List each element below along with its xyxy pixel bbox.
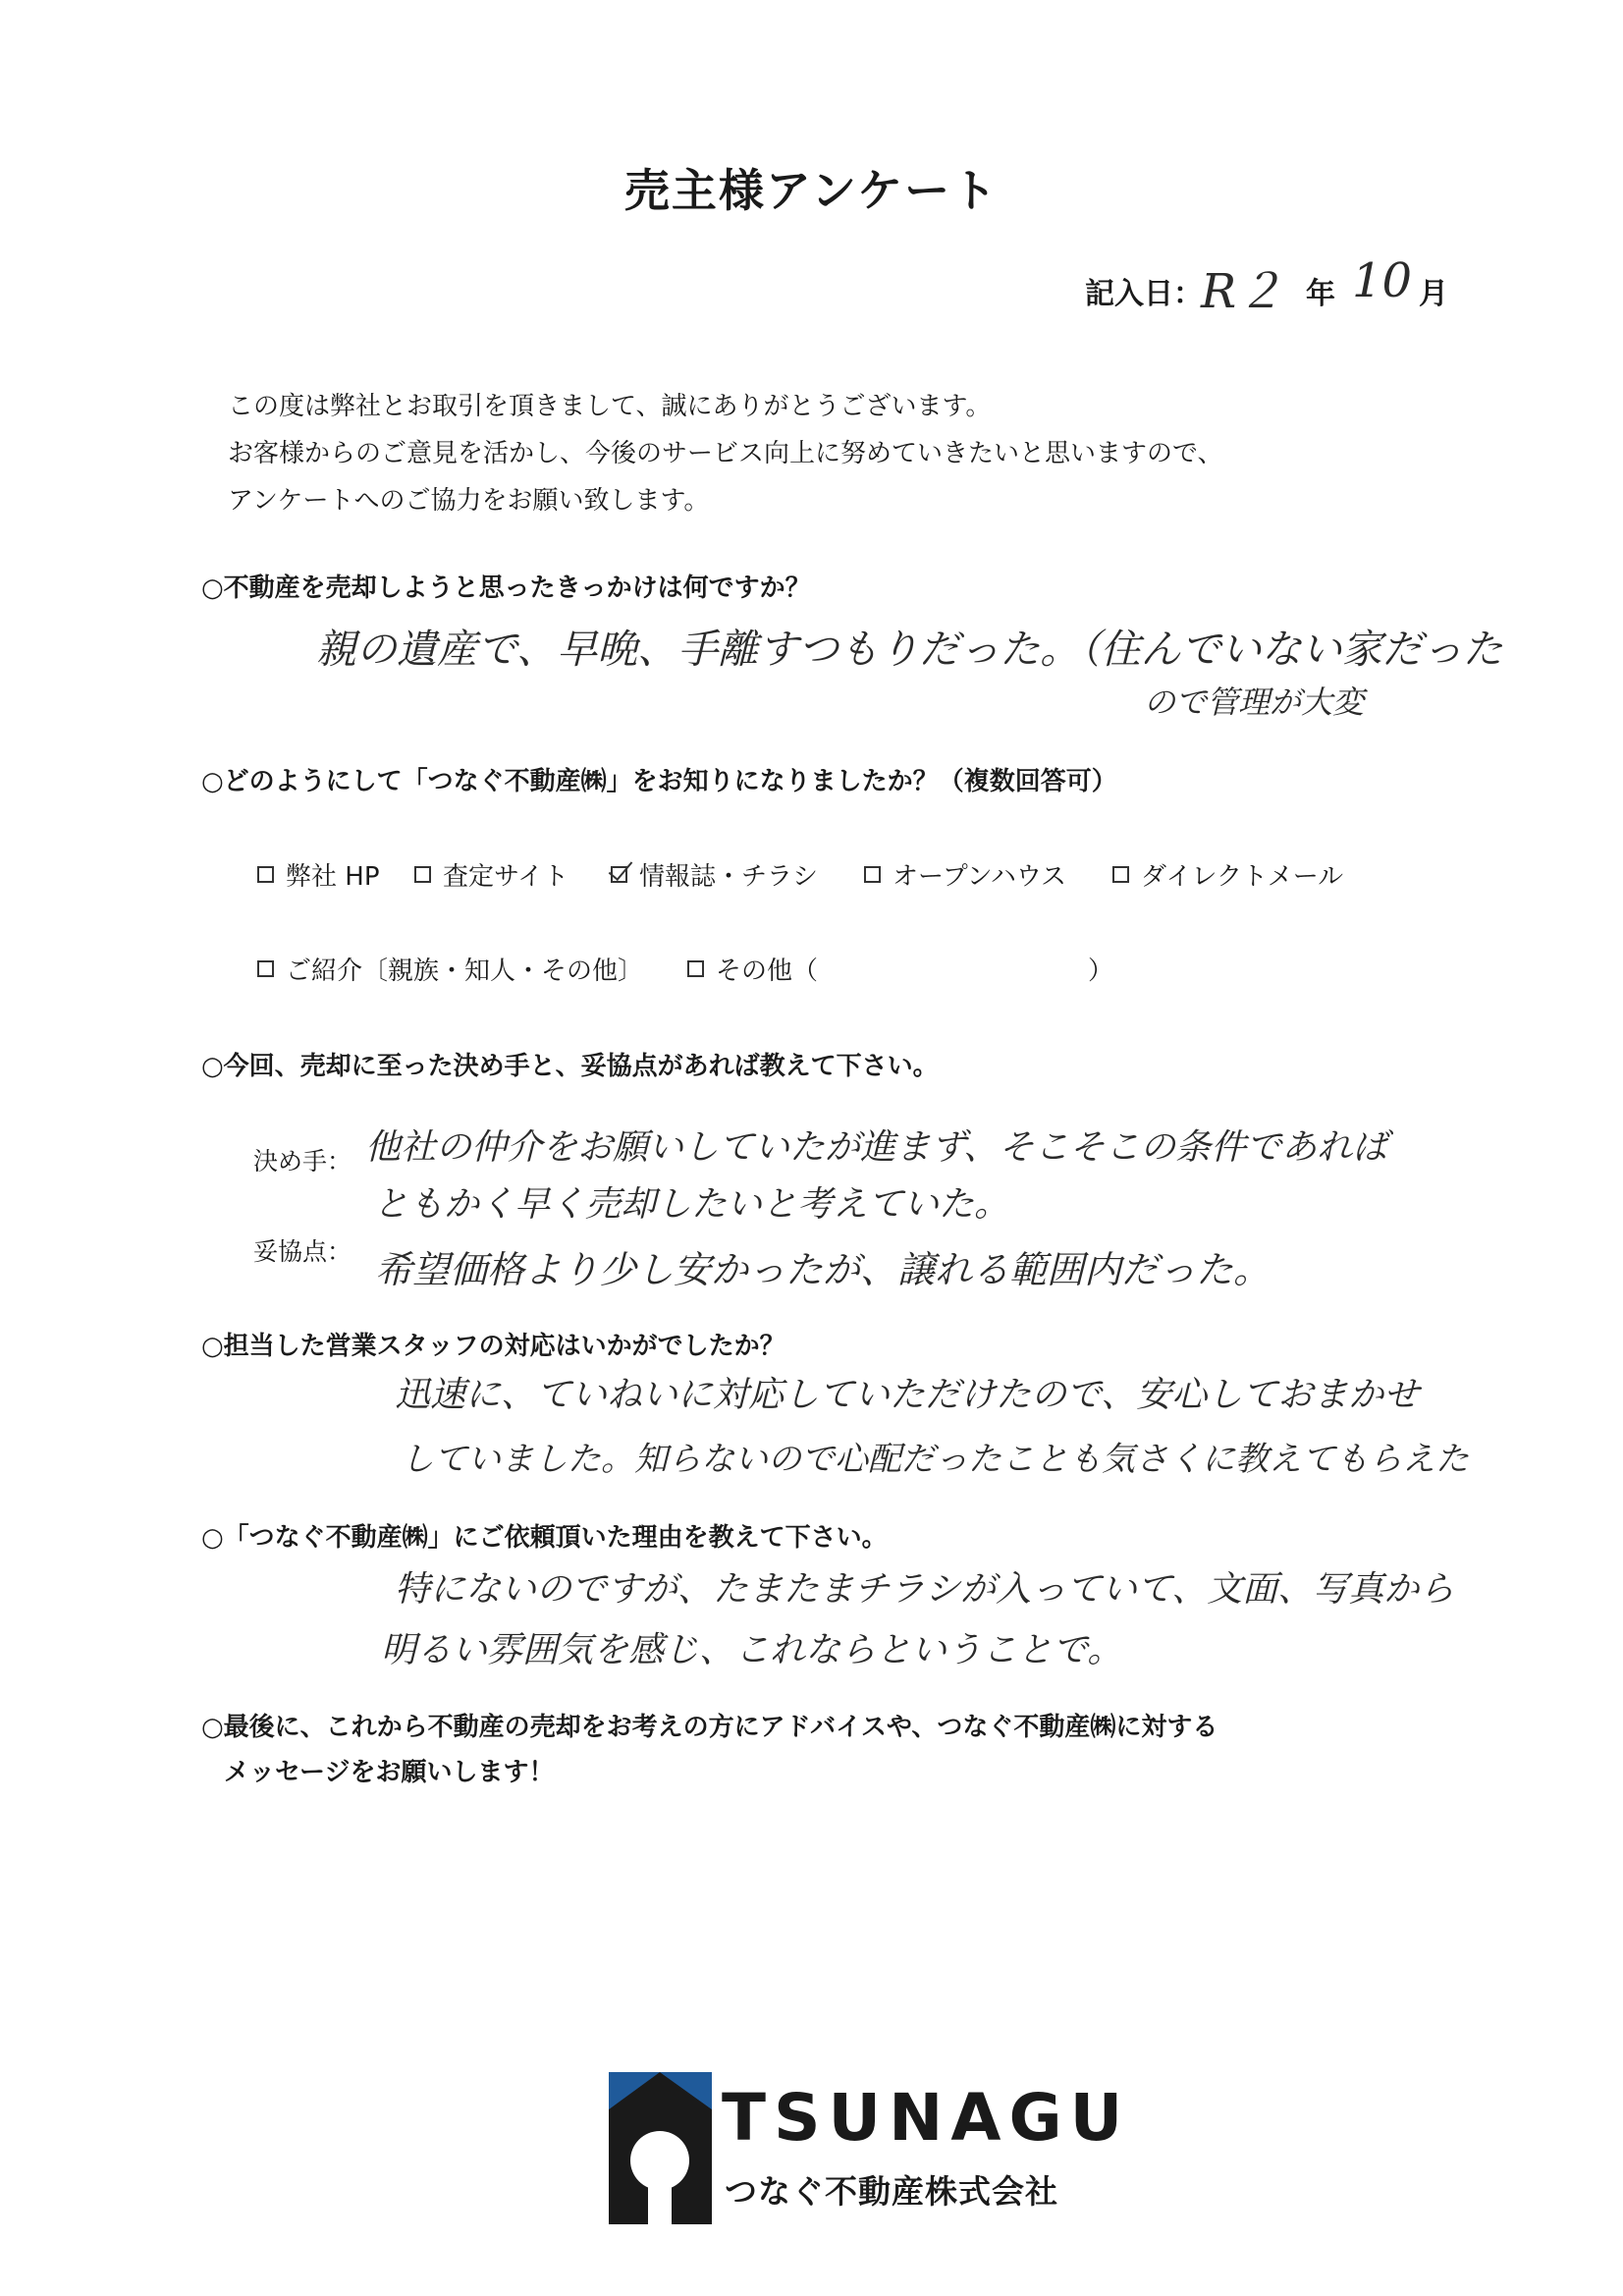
option-magazine-flyer[interactable]: 情報誌・チラシ xyxy=(611,856,818,893)
logo-wordmark: TSUNAGU xyxy=(722,2080,1131,2156)
intro-line: お客様からのご意見を活かし、今後のサービス向上に努めていきたいと思いますので、 xyxy=(228,439,1223,468)
logo-company-name: つなぐ不動産株式会社 xyxy=(725,2172,1058,2211)
page-title: 売主様アンケート xyxy=(623,164,1000,217)
date-month-unit: 月 xyxy=(1419,277,1448,311)
checkbox[interactable] xyxy=(864,866,881,883)
answer-staff-line[interactable]: していました。知らないので心配だったことも気さくに教えてもらえた xyxy=(401,1440,1469,1479)
checkbox[interactable] xyxy=(257,960,274,977)
intro-text xyxy=(228,383,1222,524)
question-channel: ○どのようにして「つなぐ不動産㈱」をお知りになりましたか？（複数回答可） xyxy=(201,767,1117,796)
option-other-close: ） xyxy=(1088,957,1114,986)
answer-staff-line[interactable]: 迅速に、ていねいに対応していただけたので、安心しておまかせ xyxy=(395,1375,1420,1415)
answer-compromise-line[interactable]: 希望価格より少し安かったが、譲れる範囲内だった。 xyxy=(375,1248,1271,1291)
option-open-house[interactable]: オープンハウス xyxy=(864,856,1066,893)
intro-line: この度は弊社とお取引を頂きまして、誠にありがとうございます。 xyxy=(228,392,992,421)
question-message-cont: メッセージをお願いします！ xyxy=(224,1758,555,1787)
checkbox[interactable] xyxy=(257,866,274,883)
company-logo xyxy=(609,2072,1131,2224)
date-era-year[interactable]: R２ xyxy=(1201,264,1284,319)
question-staff: ○担当した営業スタッフの対応はいかがでしたか？ xyxy=(201,1332,785,1361)
answer-deciding-line[interactable]: 他社の仲介をお願いしていたが進まず、そこそこの条件であれば xyxy=(365,1127,1388,1168)
answer-deciding-line[interactable]: ともかく早く売却したいと考えていた。 xyxy=(373,1184,1010,1225)
intro-line: アンケートへのご協力をお願い致します。 xyxy=(228,486,710,516)
deciding-label: 決め手： xyxy=(253,1147,352,1175)
compromise-label: 妥協点： xyxy=(253,1237,352,1266)
option-other[interactable]: その他（ xyxy=(687,951,818,987)
checkbox[interactable] xyxy=(687,960,704,977)
date-month[interactable]: 10 xyxy=(1352,253,1413,308)
answer-trigger-line[interactable]: ので管理が大変 xyxy=(1144,683,1365,721)
answer-trigger-line[interactable]: 親の遺産で、早晩、手離すつもりだった。（住んでいない家だった xyxy=(316,626,1503,673)
answer-reason-line[interactable]: 明るい雰囲気を感じ、これならということで。 xyxy=(381,1630,1123,1670)
answer-reason-line[interactable]: 特にないのですが、たまたまチラシが入っていて、文面、写真から xyxy=(395,1569,1455,1610)
checkbox-checked[interactable] xyxy=(611,866,627,883)
option-referral[interactable]: ご紹介〔親族・知人・その他〕 xyxy=(257,951,643,987)
question-trigger: ○不動産を売却しようと思ったきっかけは何ですか？ xyxy=(201,574,811,603)
checkbox[interactable] xyxy=(1112,866,1129,883)
house-logo-icon xyxy=(609,2072,712,2224)
question-message: ○最後に、これから不動産の売却をお考えの方にアドバイスや、つなぐ不動産㈱に対する xyxy=(201,1713,1218,1742)
question-deciding: ○今回、売却に至った決め手と、妥協点があれば教えて下さい。 xyxy=(201,1052,939,1081)
option-company-hp[interactable]: 弊社 HP xyxy=(257,856,380,893)
checkbox[interactable] xyxy=(414,866,431,883)
option-direct-mail[interactable]: ダイレクトメール xyxy=(1112,856,1343,893)
date-year-unit: 年 xyxy=(1306,277,1335,311)
option-appraisal-site[interactable]: 査定サイト xyxy=(414,856,568,893)
date-label: 記入日： xyxy=(1085,277,1203,311)
question-reason: ○「つなぐ不動産㈱」にご依頼頂いた理由を教えて下さい。 xyxy=(201,1523,888,1553)
